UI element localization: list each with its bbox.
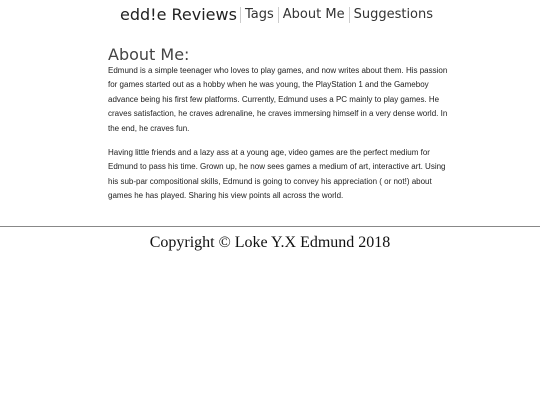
copyright-footer: Copyright © Loke Y.X Edmund 2018 <box>149 234 391 251</box>
about-paragraph-2: Having little friends and a lazy ass at a young age, video games are the perfect medium for Edmund to pass his time. Grown up, he now sees games a medium of art, interactive art. Using his sub-par compositional skills, Edmund is going to convey his appreciation ( or not!) about games he has played. Sharing his view points all across the world. <box>108 148 446 201</box>
page-title: About Me: <box>108 45 190 64</box>
footer-divider <box>0 226 540 227</box>
about-paragraph-1: Edmund is a simple teenager who loves to play games, and now writes about them. His passion for games started out as a hobby when he was young, the PlayStation 1 and the Gameboy advance being his first few platforms. Currently, Edmund uses a PC mainly to play games. He craves satisfaction, he craves adrenaline, he craves immersing himself in a very dense world. In the end, he craves fun. <box>108 66 448 133</box>
nav-link-tags[interactable]: Tags <box>240 7 278 23</box>
main-nav <box>240 7 437 23</box>
nav-link-about-me[interactable]: About Me <box>278 7 349 23</box>
nav-link-suggestions[interactable]: Suggestions <box>349 7 437 23</box>
site-brand[interactable]: edd!e Reviews <box>120 5 237 24</box>
